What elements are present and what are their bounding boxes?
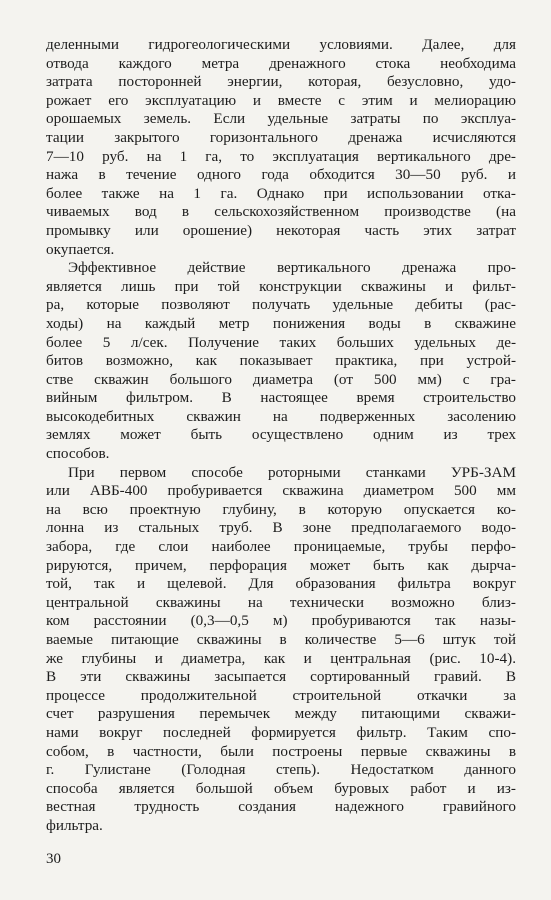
body-text xyxy=(46,36,516,836)
paragraph xyxy=(46,259,516,464)
text-line: процессе продолжительной строительной откачки за xyxy=(46,686,516,704)
text-line: вийным фильтром. В настоящее время строительство xyxy=(46,389,516,407)
text-line: более также на 1 га. Однако при использовании отка- xyxy=(46,184,516,202)
text-line: рожает его эксплуатацию и вместе с этим и мелиорацию xyxy=(46,91,516,109)
text-line: битов возможно, как показывает практика, при устрой- xyxy=(46,352,516,370)
text-line: забора, где слои наиболее проницаемые, трубы перфо- xyxy=(46,538,516,556)
text-line: промывку или орошение) некоторая часть этих затрат xyxy=(46,221,516,239)
text-line: отвода каждого метра дренажного стока необходима xyxy=(46,54,516,72)
text-line: деленными гидрогеологическими условиями. Далее, для xyxy=(46,36,516,53)
text-line: ваемые питающие скважины в количестве 5—6 штук той xyxy=(46,631,516,648)
text-line: рируются, причем, перфорация может быть как дырча- xyxy=(46,556,516,574)
page-number: 30 xyxy=(46,851,61,867)
text-line: же глубины и диаметра, как и центральная (рис. 10-4). xyxy=(46,649,516,667)
text-line: стве скважин большого диаметра (от 500 мм) с гра- xyxy=(46,370,516,388)
text-line: затрата посторонней энергии, которая, безусловно, удо- xyxy=(46,73,516,91)
text-line: фильтра. xyxy=(46,816,103,834)
text-line: на всю проектную глубину, в которую опускается ко- xyxy=(46,500,516,518)
text-line: способов. xyxy=(46,445,110,463)
text-line: 7—10 руб. на 1 га, то эксплуатация вертикального дре- xyxy=(46,147,516,165)
text-line: собом, в частности, были построены первые скважины в xyxy=(46,742,516,760)
text-line: тации закрытого горизонтального дренажа исчисляются xyxy=(46,128,516,146)
text-line: центральной скважины на технически возможно близ- xyxy=(46,593,516,611)
text-line: орошаемых земель. Если удельные затраты по эксплуа- xyxy=(46,110,516,128)
text-line: ра, которые позволяют получать удельные дебиты (рас- xyxy=(46,296,516,314)
text-line: лонна из стальных труб. В зоне предполагаемого водо- xyxy=(46,519,516,537)
text-line: окупается. xyxy=(46,240,115,258)
text-line: нажа в течение одного года обходится 30—50 руб. и xyxy=(46,166,516,184)
text-line: счет разрушения перемычек между питающими скважи- xyxy=(46,705,516,723)
text-line: чиваемых вод в сельскохозяйственном производстве (на xyxy=(46,203,516,221)
text-line: ком расстоянии (0,3—0,5 м) пробуриваются так назы- xyxy=(46,612,516,630)
text-line: В эти скважины засыпается сортированный гравий. В xyxy=(46,668,516,686)
paragraph xyxy=(46,36,516,259)
text-line: ходы) на каждый метр понижения воды в скважине xyxy=(46,314,516,332)
text-line: Эффективное действие вертикального дренажа про- xyxy=(68,259,516,277)
text-line: способа является большой объем буровых работ и из- xyxy=(46,779,516,797)
text-line: нами вокруг последней формируется фильтр. Таким спо- xyxy=(46,723,516,741)
text-line: землях может быть осуществлено одним из трех xyxy=(46,426,516,444)
text-line: той, так и щелевой. Для образования фильтра вокруг xyxy=(46,575,516,593)
text-line: высокодебитных скважин на подверженных засолению xyxy=(46,407,516,425)
text-line: вестная трудность создания надежного гравийного xyxy=(46,798,516,816)
text-line: или АВБ-400 пробуривается скважина диаметром 500 мм xyxy=(46,482,516,500)
text-line: более 5 л/сек. Получение таких больших удельных де- xyxy=(46,333,516,351)
paragraph xyxy=(46,464,516,836)
text-line: г. Гулистане (Голодная степь). Недостатком данного xyxy=(46,761,516,779)
text-line: При первом способе роторными станками УРБ-ЗАМ xyxy=(68,463,516,481)
text-line: является лишь при той конструкции скважины и фильт- xyxy=(46,277,516,295)
